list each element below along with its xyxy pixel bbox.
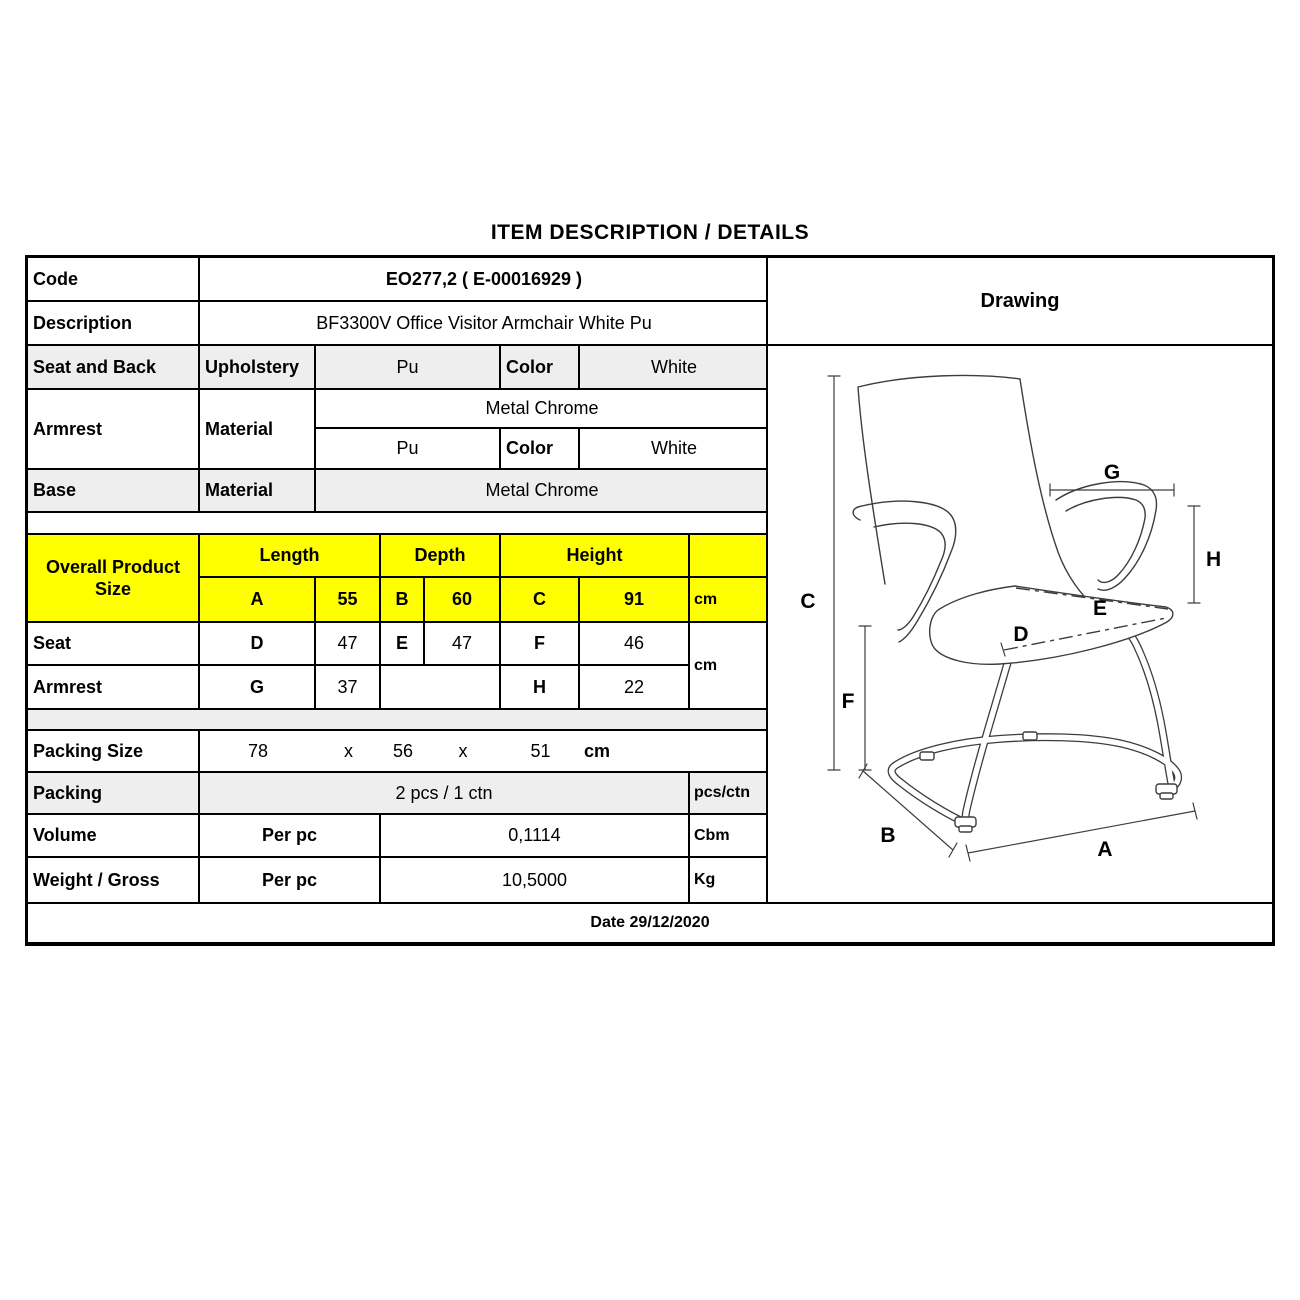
dim-line-h (1188, 506, 1200, 603)
dim-label-b: B (880, 824, 896, 847)
armrest-color-value: White (650, 438, 697, 458)
armrest-size-label: Armrest (28, 666, 200, 708)
drawing-header: Drawing (768, 258, 1272, 346)
overall-size-unit: cm (694, 590, 718, 608)
armrest-material-1: Metal Chrome (316, 390, 768, 429)
chair-foot-rear-pad (1160, 793, 1173, 799)
dim-label-c: C (800, 590, 816, 613)
row-volume (28, 815, 766, 858)
volume-unit: Cbm (694, 826, 730, 844)
dim-h-letter: H (501, 666, 580, 708)
armrest-color-label: Color (501, 429, 580, 468)
row-code (28, 258, 766, 302)
volume-value: 0,1114 (381, 815, 690, 856)
base-attr: Material (200, 470, 316, 511)
packing-size-unit: cm (584, 740, 611, 761)
row-description (28, 302, 766, 346)
chair-glide-left (920, 752, 934, 760)
row-base (28, 470, 766, 513)
row-armrest-material (28, 390, 766, 470)
weight-unit: Kg (694, 871, 716, 888)
date-row (28, 904, 1272, 942)
date-text: Date 29/12/2020 (590, 914, 710, 931)
weight-value: 10,5000 (381, 858, 690, 902)
seat-back-color-label: Color (501, 346, 580, 388)
weight-label: Weight / Gross (28, 858, 200, 902)
row-weight (28, 858, 766, 902)
packing-sep-2: x (458, 740, 468, 761)
dim-g-letter: G (200, 666, 316, 708)
description-value: BF3300V Office Visitor Armchair White Pu (316, 312, 652, 333)
description-label: Description (28, 302, 200, 344)
page-title: ITEM DESCRIPTION / DETAILS (490, 221, 810, 244)
rows-seat-armrest (28, 623, 766, 710)
seat-back-attr: Upholstery (200, 346, 316, 388)
seat-armrest-unit: cm (694, 656, 718, 674)
code-label: Code (28, 258, 200, 300)
armrest-size-empty (381, 666, 501, 708)
volume-label: Volume (28, 815, 200, 856)
packing-unit: pcs/ctn (694, 784, 751, 801)
spec-table (28, 258, 768, 902)
packing-value: 2 pcs / 1 ctn (200, 773, 690, 813)
packing-height: 51 (530, 740, 551, 761)
dim-a-value: 55 (316, 578, 381, 621)
seat-label: Seat (28, 623, 200, 666)
seat-back-label: Seat and Back (28, 346, 200, 388)
length-header: Length (200, 535, 381, 578)
dim-label-a: A (1097, 838, 1113, 861)
dim-line-c (828, 376, 840, 770)
dim-a-letter: A (200, 578, 316, 621)
base-material: Metal Chrome (485, 480, 599, 500)
armrest-label: Armrest (28, 390, 200, 468)
spacer-row-2 (28, 710, 766, 731)
dim-f-value: 46 (580, 623, 690, 666)
dim-h-value: 22 (580, 666, 690, 708)
spacer-row-1 (28, 513, 766, 535)
seat-back-material: Pu (316, 346, 501, 388)
volume-per: Per pc (200, 815, 381, 856)
packing-size-label: Packing Size (28, 731, 200, 771)
packing-label: Packing (28, 773, 200, 813)
chair-backrest (858, 375, 1094, 606)
row-packing (28, 773, 766, 815)
dim-e-value: 47 (425, 623, 501, 666)
weight-per: Per pc (200, 858, 381, 902)
packing-size-values (200, 731, 768, 771)
chair-foot-front-pad (959, 826, 972, 832)
armrest-attr: Material (200, 390, 316, 468)
dim-d-letter: D (200, 623, 316, 666)
base-label: Base (28, 470, 200, 511)
overall-unit-header (690, 535, 768, 578)
drawing-panel (768, 258, 1272, 902)
overall-size-label: Overall Product Size (28, 535, 200, 621)
height-header: Height (501, 535, 690, 578)
packing-size-empty (690, 731, 768, 771)
row-packing-size (28, 731, 766, 773)
packing-sep-1: x (344, 740, 353, 761)
dim-f-letter: F (501, 623, 580, 666)
packing-depth: 56 (392, 740, 414, 761)
chair-armrest-right-inner (1066, 497, 1145, 582)
dim-line-f (859, 626, 871, 770)
dim-b-value: 60 (425, 578, 501, 621)
dim-label-e: E (1092, 597, 1108, 620)
dim-b-letter: B (381, 578, 425, 621)
row-seat-back (28, 346, 766, 390)
dim-label-f: F (841, 690, 855, 713)
chair-drawing (768, 346, 1272, 896)
spec-sheet (25, 255, 1275, 946)
dim-label-h: H (1206, 548, 1222, 571)
dim-label-d: D (1013, 623, 1029, 646)
dim-label-g: G (1103, 461, 1121, 484)
chair-glide-right (1023, 732, 1037, 740)
armrest-material-2: Pu (316, 429, 501, 468)
code-value: EO277,2 ( E-00016929 ) (385, 268, 583, 289)
depth-header: Depth (381, 535, 501, 578)
dim-d-value: 47 (316, 623, 381, 666)
dim-line-a (966, 803, 1197, 861)
drawing-area (768, 346, 1272, 896)
dim-g-value: 37 (316, 666, 381, 708)
row-overall-size (28, 535, 766, 623)
dim-line-g (1050, 484, 1174, 496)
dim-e-letter: E (381, 623, 425, 666)
seat-back-color-value: White (650, 356, 697, 377)
sheet-main (28, 258, 1272, 904)
dim-c-value: 91 (580, 578, 690, 621)
packing-length: 78 (247, 740, 269, 761)
dim-c-letter: C (501, 578, 580, 621)
